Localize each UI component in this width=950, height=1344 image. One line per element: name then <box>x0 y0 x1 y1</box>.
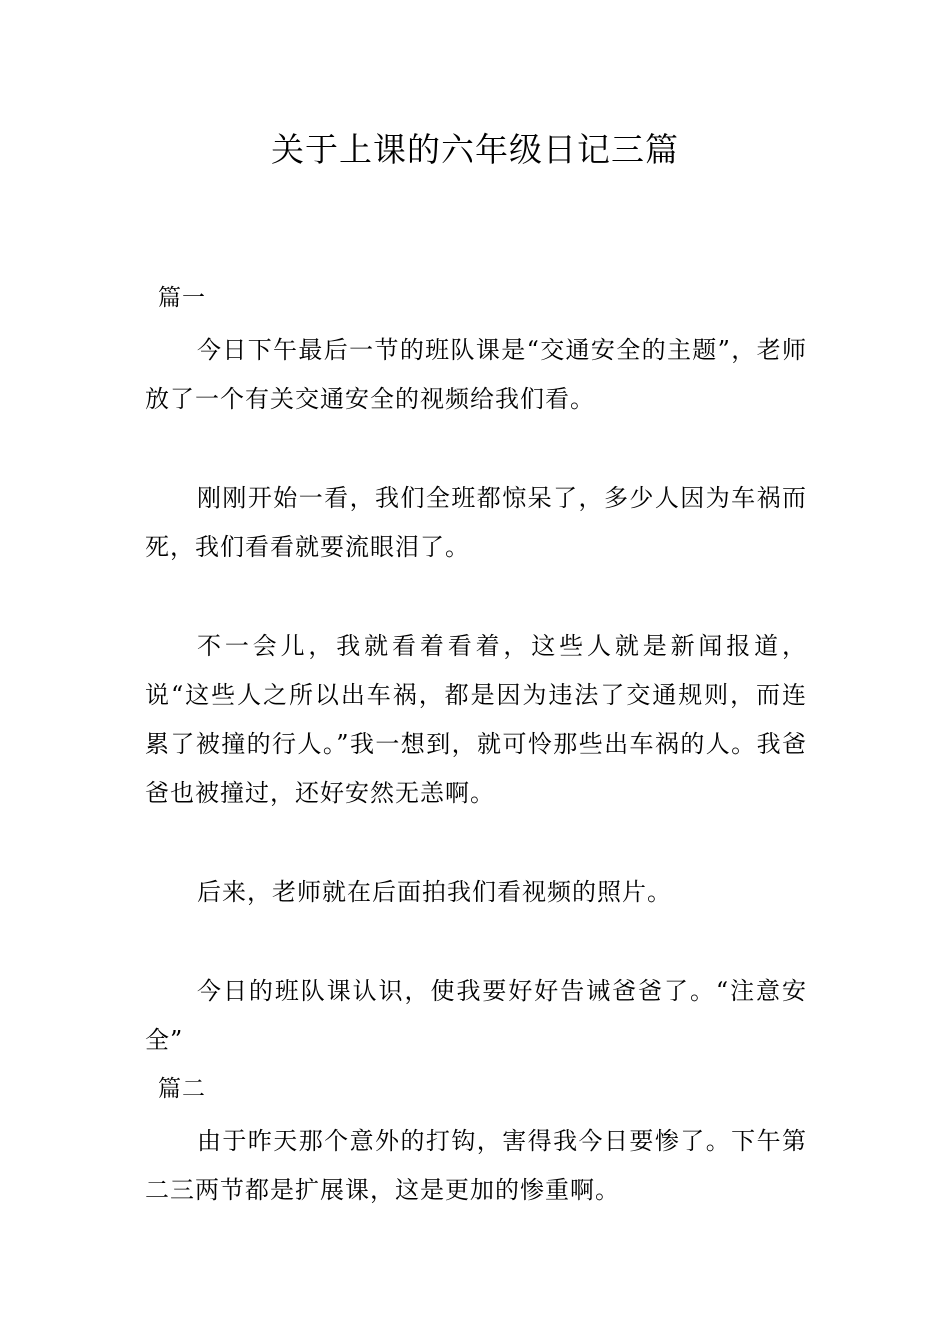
paragraph: 今日下午最后一节的班队课是“交通安全的主题”，老师放了一个有关交通安全的视频给我们看。 <box>145 336 807 413</box>
paragraph: 由于昨天那个意外的打钩，害得我今日要惨了。下午第二三两节都是扩展课，这是更加的惨重啊。 <box>145 1127 807 1204</box>
document-title: 关于上课的六年级日记三篇 <box>271 130 679 169</box>
paragraph: 今日的班队课认识，使我要好好告诫爸爸了。“注意安全” <box>145 977 807 1054</box>
document-body <box>145 280 807 1215</box>
paragraph: 刚刚开始一看，我们全班都惊呆了，多少人因为车祸而死，我们看看就要流眼泪了。 <box>145 484 807 561</box>
paragraph: 后来，老师就在后面拍我们看视频的照片。 <box>197 878 672 906</box>
paragraph: 不一会儿，我就看着看着，这些人就是新闻报道，说“这些人之所以出车祸，都是因为违法了交通规则，而连累了被撞的行人。”我一想到，就可怜那些出车祸的人。我爸爸也被撞过，还好安然无恙啊。 <box>145 632 807 807</box>
section-label-2: 篇二 <box>158 1076 206 1102</box>
section-label-1: 篇一 <box>158 285 206 311</box>
